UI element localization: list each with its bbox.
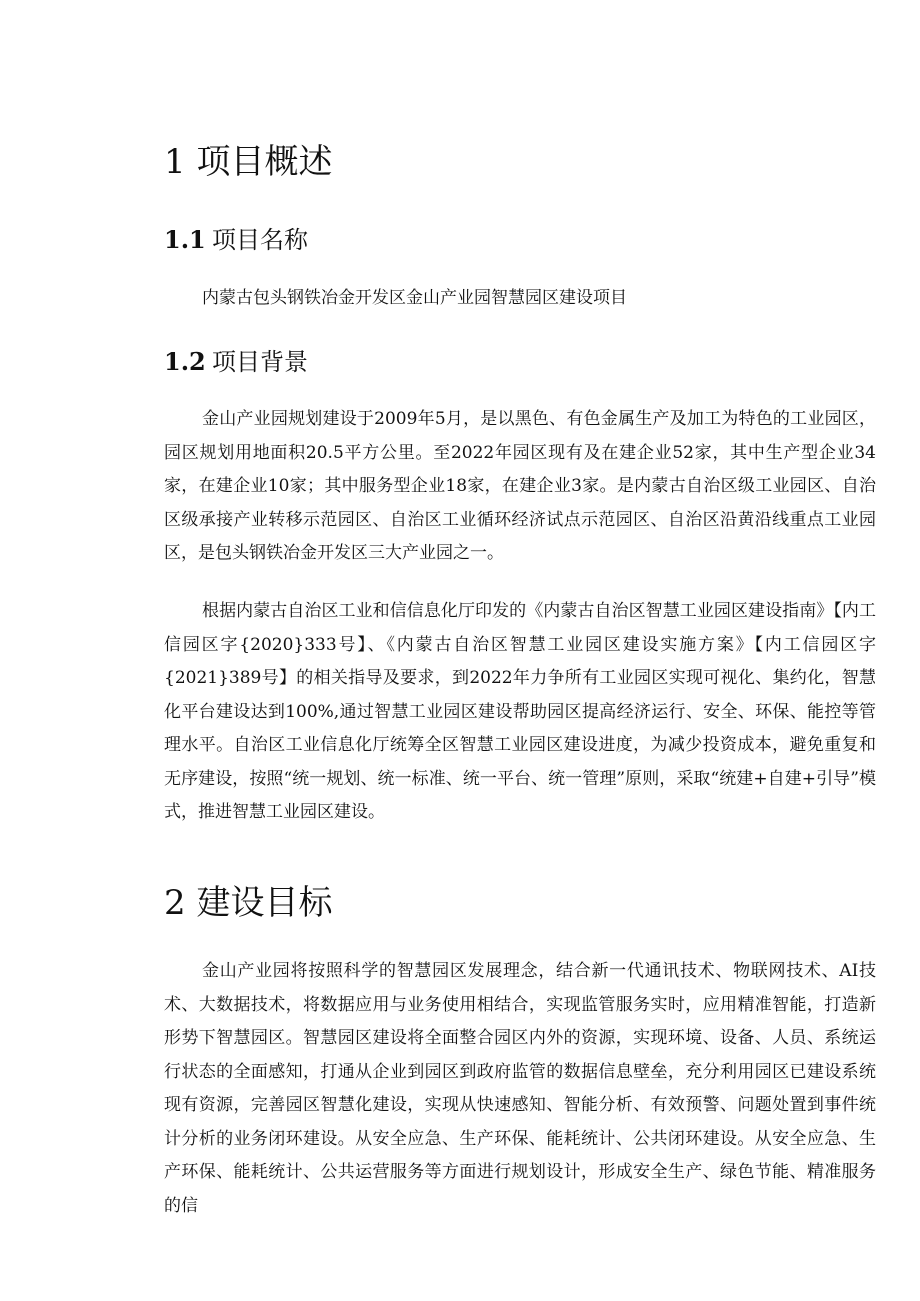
subsection-heading-1-2: [164, 347, 308, 377]
subsection-heading-1-1: [164, 225, 308, 255]
subsection-title: 项目名称: [212, 226, 308, 254]
subsection-number: 1.1: [164, 225, 206, 254]
project-name-paragraph: 内蒙古包头钢铁冶金开发区金山产业园智慧园区建设项目: [202, 288, 627, 308]
section-heading-1: 1 项目概述: [164, 142, 333, 182]
background-paragraph-1: 金山产业园规划建设于2009年5月，是以黑色、有色金属生产及加工为特色的工业园区，园区规划用地面积20.5平方公里。至2022年园区现有及在建企业52家，其中生产型企业34家，在建企业10家；其中服务型企业18家，在建企业3家。是内蒙古自治区级工业园区、自治区级承接产业转移示范园区、自治区工业循环经济试点示范园区、自治区沿黄沿线重点工业园区，是包头钢铁冶金开发区三大产业园之一。: [164, 409, 876, 563]
section-heading-2: 2 建设目标: [164, 883, 333, 923]
background-paragraph-2: 根据内蒙古自治区工业和信信息化厅印发的《内蒙古自治区智慧工业园区建设指南》【内工信园区字{2020}333号】、《内蒙古自治区智慧工业园区建设实施方案》【内工信园区字{2021}389号】的相关指导及要求，到2022年力争所有工业园区实现可视化、集约化，智慧化平台建设达到100%,通过智慧工业园区建设帮助园区提高经济运行、安全、环保、能控等管理水平。自治区工业信息化厅统筹全区智慧工业园区建设进度，为减少投资成本，避免重复和无序建设，按照“统一规划、统一标准、统一平台、统一管理”原则，采取“统建+自建+引导”模式，推进智慧工业园区建设。: [164, 601, 876, 822]
subsection-number: 1.2: [164, 347, 206, 376]
goals-paragraph: 金山产业园将按照科学的智慧园区发展理念，结合新一代通讯技术、物联网技术、AI技术、大数据技术，将数据应用与业务使用相结合，实现监管服务实时，应用精准智能，打造新形势下智慧园区。智慧园区建设将全面整合园区内外的资源，实现环境、设备、人员、系统运行状态的全面感知，打通从企业到园区到政府监管的数据信息壁垒，充分利用园区已建设系统现有资源，完善园区智慧化建设，实现从快速感知、智能分析、有效预警、问题处置到事件统计分析的业务闭环建设。从安全应急、生产环保、能耗统计、公共闭环建设。从安全应急、生产环保、能耗统计、公共运营服务等方面进行规划设计，形成安全生产、绿色节能、精准服务的信: [164, 961, 876, 1216]
subsection-title: 项目背景: [212, 348, 308, 376]
